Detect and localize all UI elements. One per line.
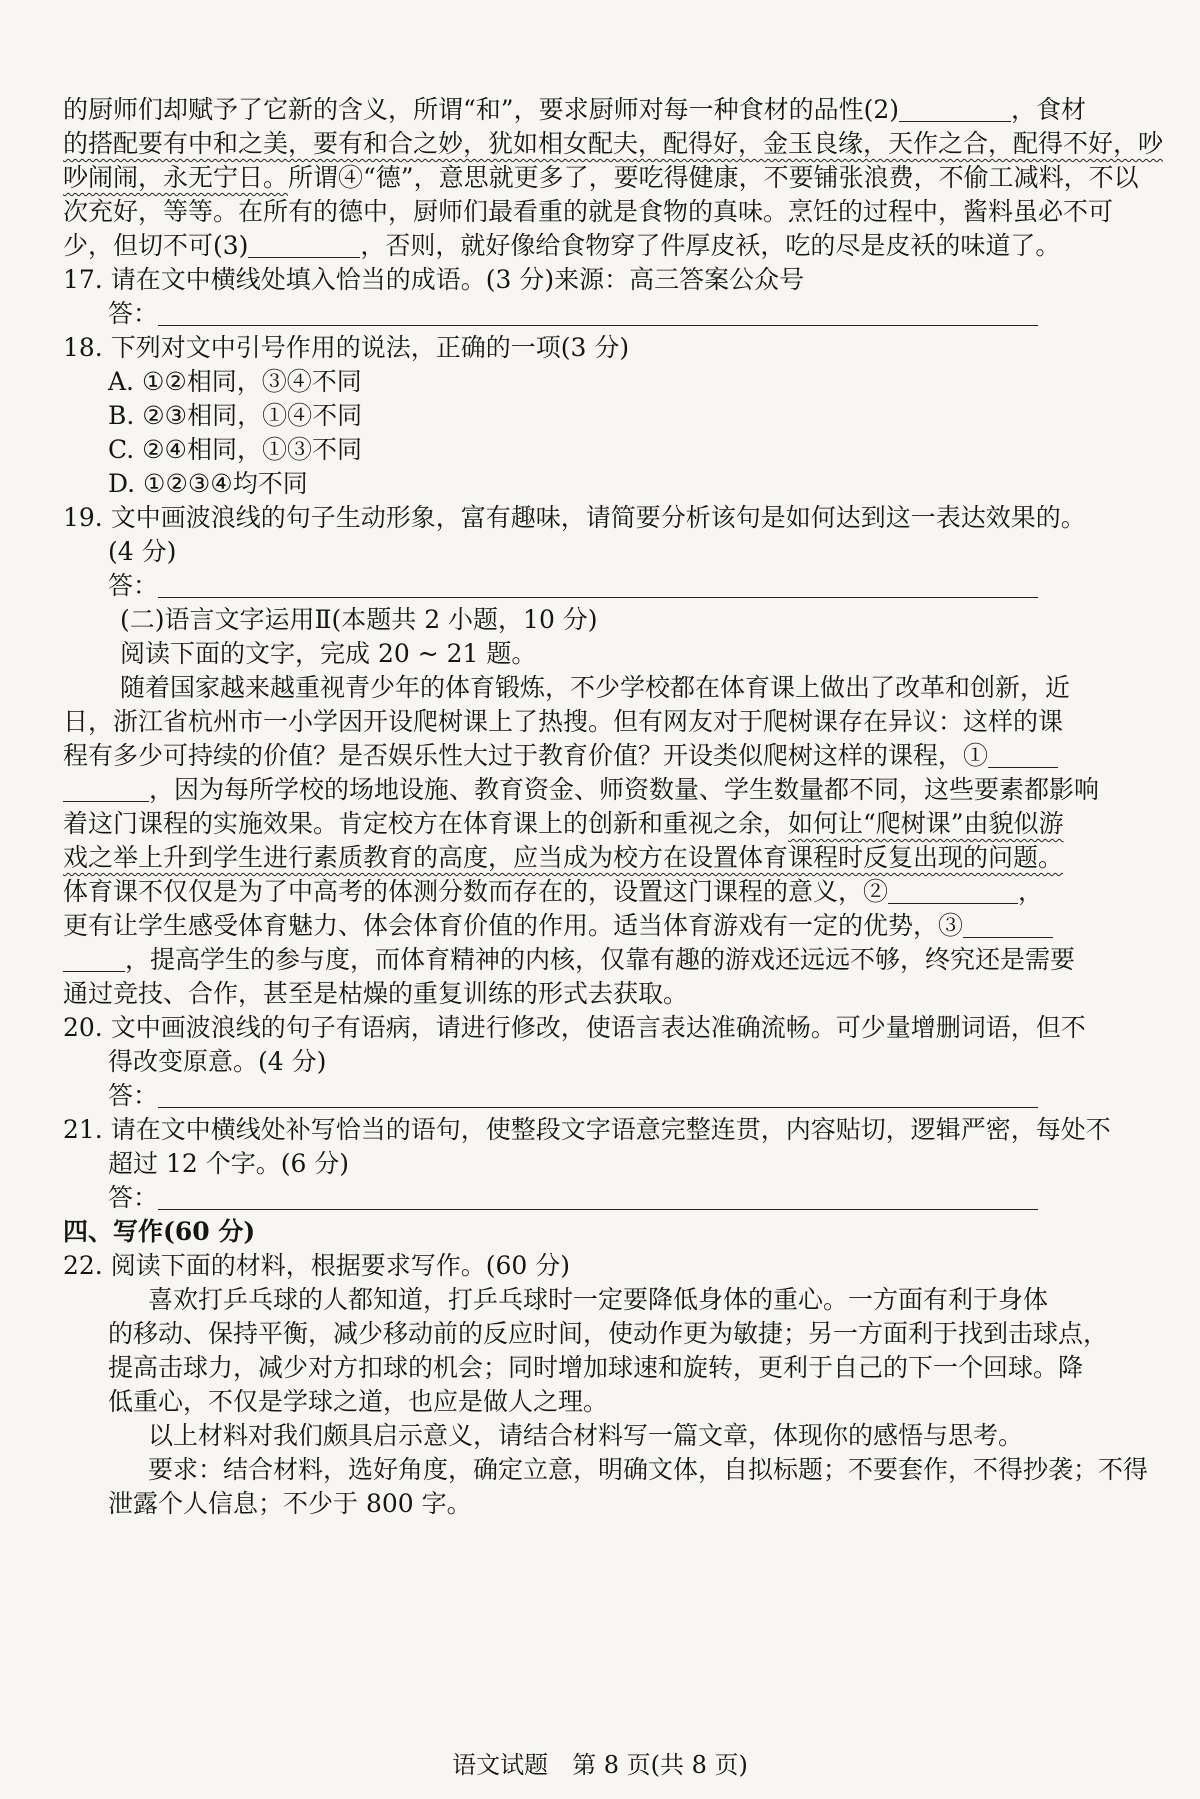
fill-blank-3b[interactable] [63,945,125,972]
question-20-cont: 得改变原意。(4 分) [108,1047,327,1076]
passage2-line: ，因为每所学校的场地设施、教育资金、师资数量、学生数量都不同，这些要素都影响 [63,772,1143,808]
answer-line-19[interactable]: 答： [108,568,1188,604]
material-line: 提高击球力，减少对方扣球的机会；同时增加球速和旋转，更利于自己的下一个回球。降 [108,1353,1084,1382]
question-20: 20. 文中画波浪线的句子有语病，请进行修改，使语言表达准确流畅。可少量增删词语，但不 [63,1013,1086,1042]
passage2-line: 通过竞技、合作，甚至是枯燥的重复训练的形式去获取。 [63,979,689,1008]
option-c[interactable]: C. ②④相同，①③不同 [108,435,362,464]
fill-blank-1b[interactable] [63,775,149,802]
fill-blank-3[interactable] [248,231,360,258]
passage-line-wavy: 的搭配要有中和之美，要有和合之妙，犹如相女配夫，配得好，金玉良缘，天作之合，配得不好，吵 [63,129,1164,158]
question-19-score: (4 分) [108,537,177,566]
material-line: 的移动、保持平衡，减少移动前的反应时间，使动作更为敏捷；另一方面利于找到击球点， [108,1319,1109,1348]
fill-blank-1a[interactable] [988,741,1058,768]
passage-line: 少，但切不可(3) ，否则，就好像给食物穿了件厚皮袄，吃的尽是皮袄的味道了。 [63,231,1061,260]
fill-blank-3a[interactable] [963,911,1053,938]
passage2-line: 着这门课程的实施效果。肯定校方在体育课上的创新和重视之余，如何让“爬树课”由貌似游 [63,809,1064,838]
passage2-line: 更有让学生感受体育魅力、体会体育价值的作用。适当体育游戏有一定的优势，③ [63,908,1143,944]
section-2-title: (二)语言文字运用Ⅱ(本题共 2 小题，10 分) [120,605,598,634]
answer-blank[interactable] [158,1183,1038,1210]
option-b[interactable]: B. ②③相同，①④不同 [108,401,363,430]
section-4-title: 四、写作(60 分) [63,1217,256,1246]
question-22: 22. 阅读下面的材料，根据要求写作。(60 分) [63,1251,570,1280]
passage2-line: 随着国家越来越重视青少年的体育锻炼，不少学校都在体育课上做出了改革和创新，近 [120,673,1071,702]
answer-blank[interactable] [158,571,1038,598]
requirements-line: 要求：结合材料，选好角度，确定立意，明确文体，自拟标题；不要套作，不得抄袭；不得 [148,1455,1149,1484]
passage2-line: 体育课不仅仅是为了中高考的体测分数而存在的，设置这门课程的意义，② ， [63,877,1044,906]
answer-line-21[interactable]: 答： [108,1180,1188,1216]
answer-line-20[interactable]: 答： [108,1078,1188,1114]
passage-line: 吵闹闹，永无宁日。所谓④“德”，意思就更多了，要吃得健康，不要铺张浪费，不偷工减料，不以 [63,163,1139,192]
option-a[interactable]: A. ①②相同，③④不同 [108,367,362,396]
answer-line-17[interactable]: 答： [108,296,1188,332]
material-line: 喜欢打乒乓球的人都知道，打乒乓球时一定要降低身体的重心。一方面有利于身体 [148,1285,1049,1314]
section-2-instruction: 阅读下面的文字，完成 20 ~ 21 题。 [120,639,537,668]
passage2-line: 日，浙江省杭州市一小学因开设爬树课上了热搜。但有网友对于爬树课存在异议：这样的课 [63,707,1064,736]
question-18: 18. 下列对文中引号作用的说法，正确的一项(3 分) [63,333,630,362]
fill-blank-2[interactable] [899,95,1011,122]
passage2-line: 程有多少可持续的价值？是否娱乐性大过于教育价值？开设类似爬树这样的课程，① [63,738,1143,774]
question-21: 21. 请在文中横线处补写恰当的语句，使整段文字语意完整连贯，内容贴切，逻辑严密，每处不 [63,1115,1111,1144]
option-d[interactable]: D. ①②③④均不同 [108,469,308,498]
fill-blank-2b[interactable] [888,877,1018,904]
answer-blank[interactable] [158,299,1038,326]
requirements-line: 泄露个人信息；不少于 800 字。 [108,1489,472,1518]
passage-line: 次充好，等等。在所有的德中，厨师们最看重的就是食物的真味。烹饪的过程中，酱料虽必不可 [63,197,1114,226]
passage-line: 的厨师们却赋予了它新的含义，所谓“和”，要求厨师对每一种食材的品性(2) ，食材 [63,95,1086,124]
answer-blank[interactable] [158,1081,1038,1108]
question-17: 17. 请在文中横线处填入恰当的成语。(3 分)来源：高三答案公众号 [63,265,805,294]
question-19: 19. 文中画波浪线的句子生动形象，富有趣味，请简要分析该句是如何达到这一表达效果的。 [63,503,1086,532]
passage2-line: ，提高学生的参与度，而体育精神的内核，仅靠有趣的游戏还远远不够，终究还是需要 [63,942,1143,978]
question-21-cont: 超过 12 个字。(6 分) [108,1149,350,1178]
page-footer: 语文试题 第 8 页(共 8 页) [452,1751,748,1779]
passage2-line-wavy: 戏之举上升到学生进行素质教育的高度，应当成为校方在设置体育课程时反复出现的问题。 [63,843,1064,872]
writing-prompt: 以上材料对我们颇具启示意义，请结合材料写一篇文章，体现你的感悟与思考。 [148,1421,1024,1450]
material-line: 低重心，不仅是学球之道，也应是做人之理。 [108,1387,609,1416]
